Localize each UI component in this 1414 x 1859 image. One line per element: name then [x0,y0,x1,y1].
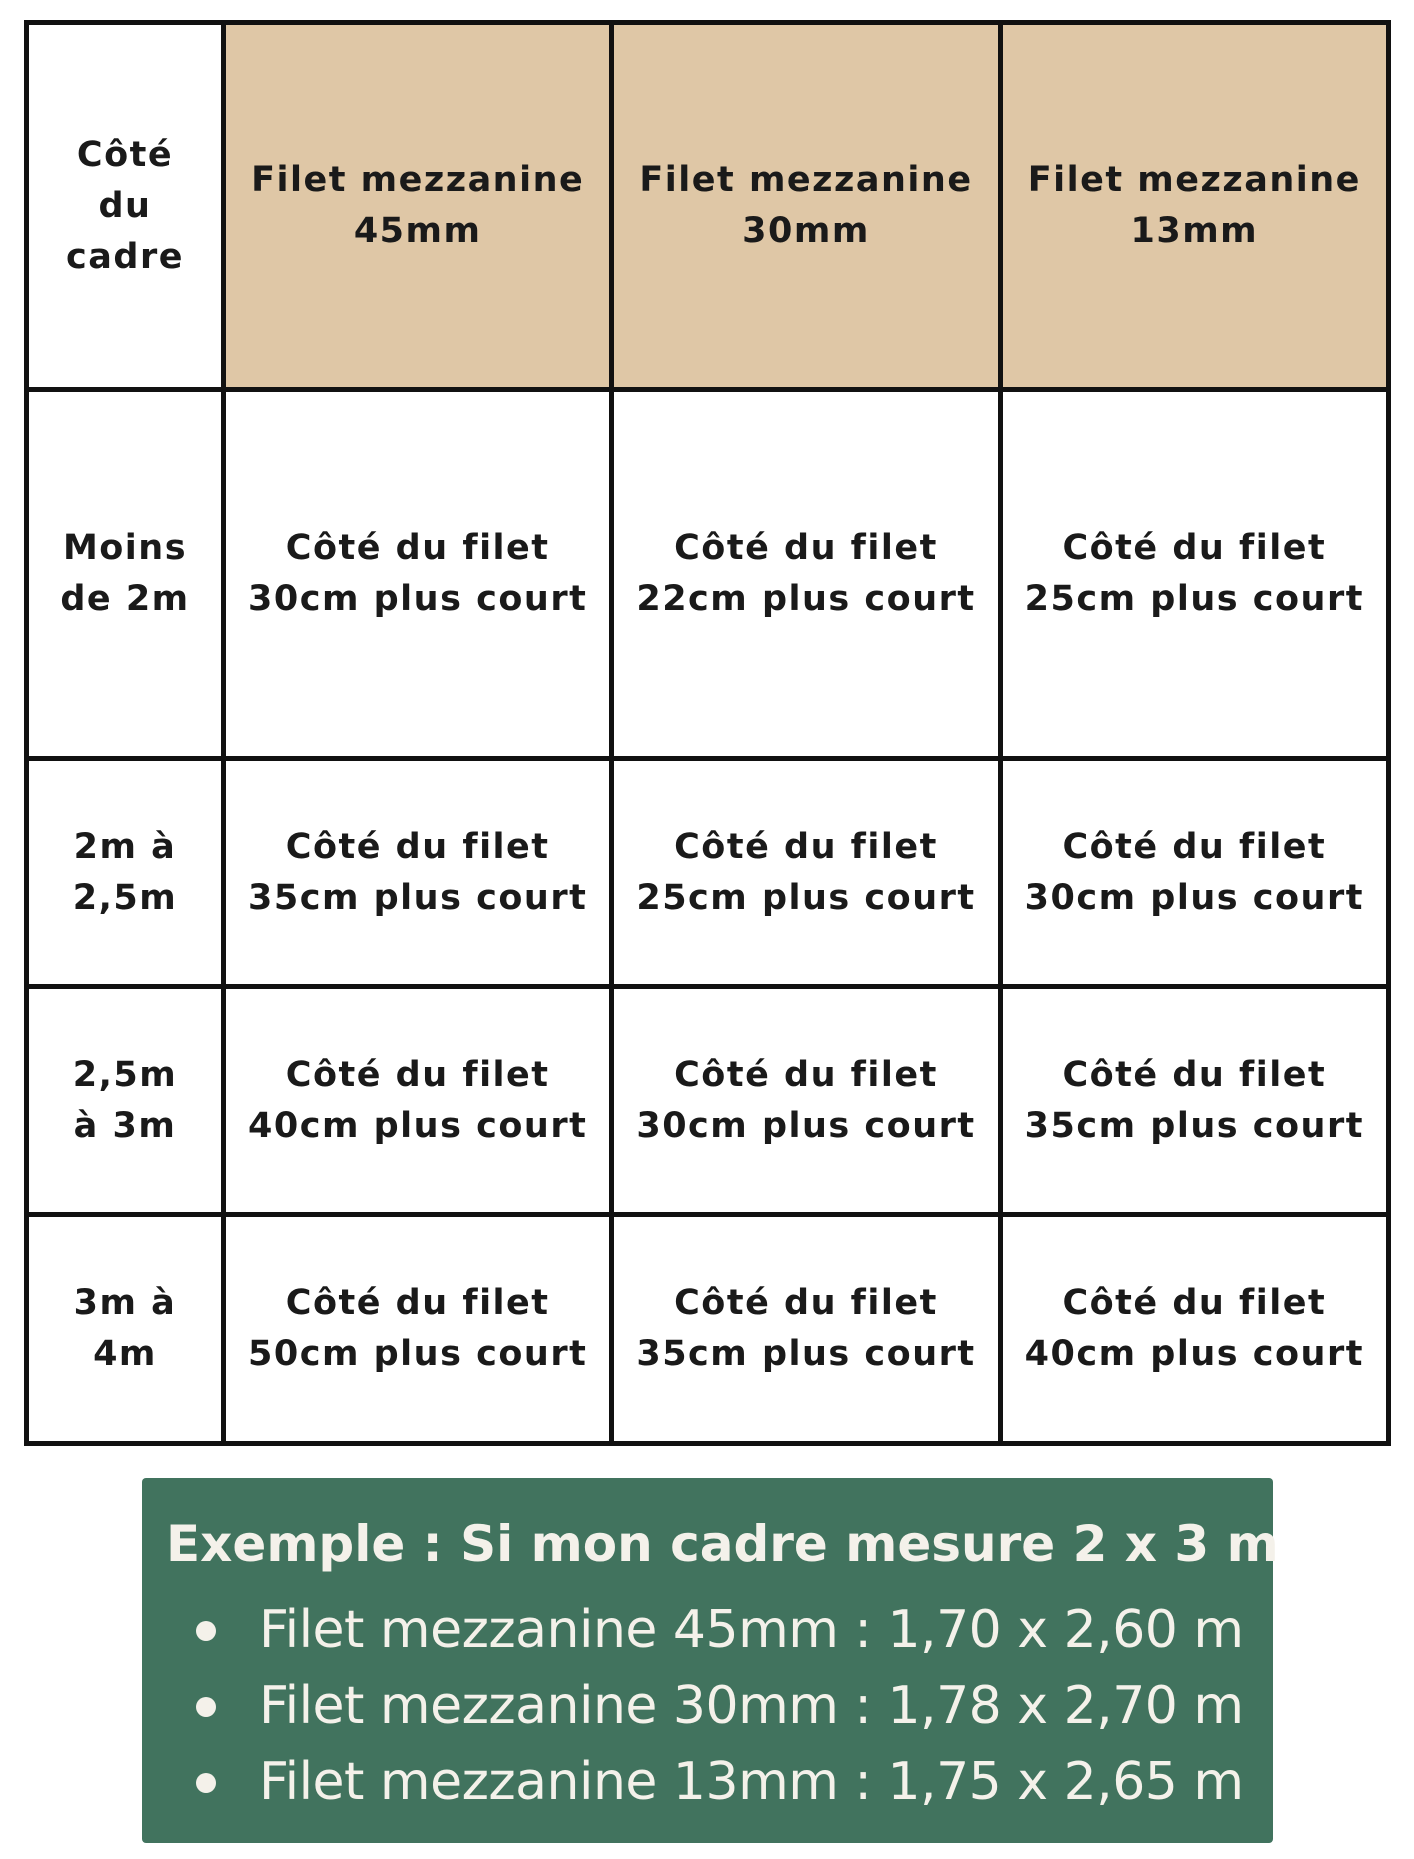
cell-line: Côté du filet [674,826,938,867]
table-cell [612,390,1000,759]
row-label-line: de 2m [60,579,190,619]
row-label-line: Moins [62,528,188,568]
row-label-line: à 3m [73,1105,177,1146]
table-cell [224,987,612,1215]
example-item [166,1592,1273,1668]
table-row [27,759,1389,987]
row-label [27,759,224,987]
table-cell [1000,390,1388,759]
example-box [142,1478,1279,1843]
row-label-line: 2m à [73,826,177,867]
cell-line: Côté du filet [1062,826,1327,867]
row-label-line: 3m à [73,1283,177,1323]
example-item [166,1744,1273,1820]
table-cell [224,1215,612,1444]
row-label-line: 2,5m [72,1054,178,1095]
table-cell [612,1215,1000,1444]
cell-line: 35cm plus court [636,1334,976,1374]
cell-line: 22cm plus court [636,579,976,619]
cell-line: Côté du filet [674,528,938,568]
row-label [27,1215,224,1444]
row-label [27,987,224,1215]
table-cell [224,759,612,987]
cell-line: 50cm plus court [248,1334,588,1374]
cell-line: Côté du filet [285,826,550,867]
cell-line: 35cm plus court [1024,1105,1364,1146]
table-cell [612,759,1000,987]
column-header-45mm [224,23,612,390]
bullet-icon [196,1773,216,1793]
row-label-line: 4m [93,1334,157,1374]
cell-line: 25cm plus court [1024,579,1364,619]
size-table [24,20,1391,1446]
cell-line: Côté du filet [674,1054,938,1095]
header-row [27,23,1389,390]
column-header-line: 30mm [742,211,870,251]
corner-header-line: cadre [66,236,184,277]
cell-line: 35cm plus court [248,877,588,918]
row-label [27,390,224,759]
table-row [27,1215,1389,1444]
table-cell [612,987,1000,1215]
cell-line: Côté du filet [285,528,550,568]
column-header-line: 45mm [353,211,482,251]
cell-line: Côté du filet [1062,1283,1327,1323]
example-item-text: Filet mezzanine 30mm : 1,78 x 2,70 m [259,1676,1244,1736]
column-header-13mm [1000,23,1388,390]
cell-line: 30cm plus court [636,1105,976,1146]
cell-line: 30cm plus court [1024,877,1364,918]
column-header-line: Filet mezzanine [1027,160,1361,200]
cell-line: 40cm plus court [248,1105,588,1146]
corner-header-line: du [98,185,152,226]
bullet-icon [196,1621,216,1641]
cell-line: 25cm plus court [636,877,976,918]
table-cell [1000,1215,1388,1444]
cell-line: 30cm plus court [248,579,588,619]
bullet-icon [196,1697,216,1717]
example-item-text: Filet mezzanine 45mm : 1,70 x 2,60 m [259,1600,1244,1660]
table-cell [1000,759,1388,987]
cell-line: Côté du filet [1062,1054,1327,1095]
example-item-text: Filet mezzanine 13mm : 1,75 x 2,65 m [259,1752,1244,1812]
table-cell [224,390,612,759]
example-list [166,1592,1273,1820]
table-row [27,390,1389,759]
column-header-line: Filet mezzanine [639,160,973,200]
corner-header-line: Côté [76,134,174,175]
table-cell [1000,987,1388,1215]
table-row [27,987,1389,1215]
example-title: Exemple : Si mon cadre mesure 2 x 3 m [166,1515,1279,1573]
cell-line: Côté du filet [1062,528,1327,568]
cell-line: 40cm plus court [1024,1334,1364,1374]
column-header-line: 13mm [1130,211,1259,251]
cell-line: Côté du filet [674,1283,938,1323]
example-item [166,1668,1273,1744]
column-header-line: Filet mezzanine [251,160,585,200]
row-label-line: 2,5m [72,877,178,918]
corner-header [27,23,224,390]
cell-line: Côté du filet [285,1054,550,1095]
cell-line: Côté du filet [285,1283,550,1323]
column-header-30mm [612,23,1000,390]
